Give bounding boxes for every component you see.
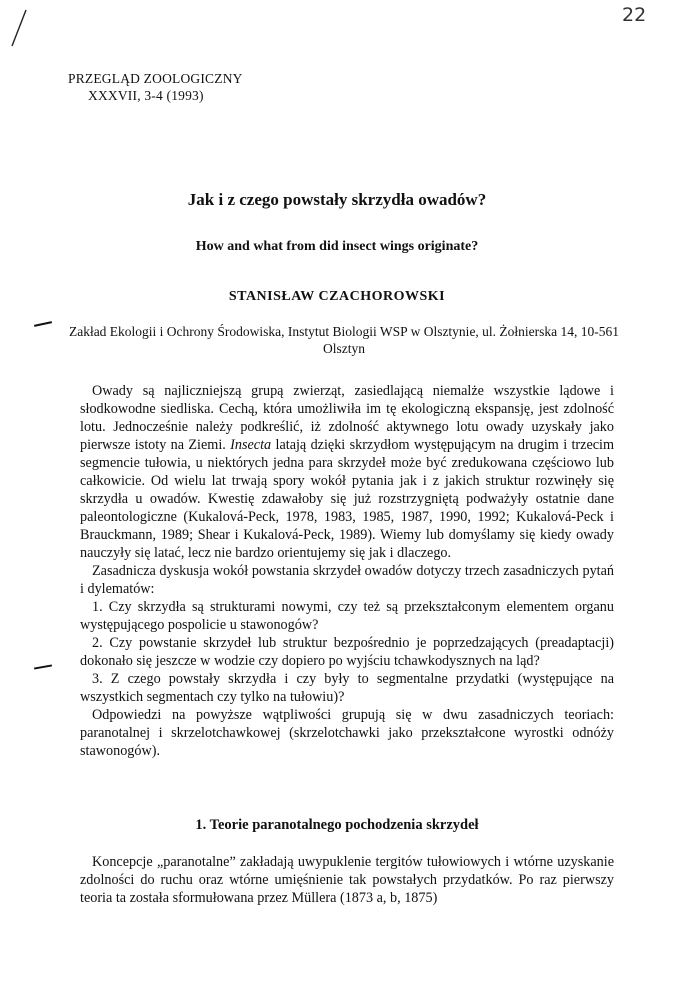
question-item: 3. Z czego powstały skrzydła i czy były to segmentalne przydatki (występujące na wszystkich segmentach czy tylko na tułowiu)?	[80, 671, 614, 705]
intro-text	[80, 382, 614, 760]
section-text	[80, 853, 614, 907]
section-heading: 1. Teorie paranotalnego pochodzenia skrzydeł	[195, 817, 479, 833]
question-item: 1. Czy skrzydła są strukturami nowymi, czy też są przekształconym elementem organu występującego pospolicie u stawonogów?	[80, 599, 614, 633]
handwritten-page-number: 22	[622, 4, 647, 26]
margin-dash-mark	[34, 664, 52, 669]
pen-slash-mark	[6, 8, 32, 48]
paragraph: Koncepcje „paranotalne” zakładają uwypuklenie tergitów tułowiowych i wtórne uzyskanie zdolności do ruchu oraz wtórne umięśnienie tak powstałych przydatków. Po raz pierwszy teoria ta została sformułowana przez Müllera (1873 a, b, 1875)	[80, 854, 614, 906]
journal-name: PRZEGLĄD ZOOLOGICZNY	[68, 71, 243, 86]
journal-volume: XXXVII, 3-4 (1993)	[88, 88, 204, 103]
author-name: STANISŁAW CZACHOROWSKI	[228, 289, 446, 304]
taxon-name: Insecta	[230, 437, 272, 453]
paragraph-text: Owady są najliczniejszą grupą zwierząt, zasiedlającą niemalże wszystkie lądowe i słodkowodne siedliska. Cechą, która umożliwiła im tę ekologiczną ekspansję, jest zdolność lotu. Jednocześnie należy podkreślić, iż zdolność aktywnego lotu owady uzyskały jako pierwsze istoty na Ziemi.	[80, 383, 614, 453]
paragraph	[80, 382, 614, 562]
paragraph: Zasadnicza dyskusja wokół powstania skrzydeł owadów dotyczy trzech zasadniczych pytań i dylematów:	[80, 563, 614, 597]
paragraph: Odpowiedzi na powyższe wątpliwości grupują się w dwu zasadniczych teoriach: paranotalnej i skrzelotchawkowej (skrzelotchawki jako przekształcone wyrostki odnóży stawonogów).	[80, 707, 614, 759]
journal-header	[68, 70, 243, 104]
author-affiliation: Zakład Ekologii i Ochrony Środowiska, Instytut Biologii WSP w Olsztynie, ul. Żołnierska 14, 10-561 Olsztyn	[68, 324, 620, 356]
question-item: 2. Czy powstanie skrzydeł lub struktur bezpośrednio je poprzedzających (preadaptacji) dokonało się jeszcze w wodzie czy dopiero po wyjściu tchawkodysznych na ląd?	[80, 635, 614, 669]
article-subtitle: How and what from did insect wings originate?	[195, 239, 479, 254]
margin-dash-mark	[34, 321, 52, 327]
article-title: Jak i z czego powstały skrzydła owadów?	[187, 190, 487, 209]
paragraph-text: latają dzięki skrzydłom występującym na drugim i trzecim segmencie tułowia, u niektórych jedna para skrzydeł może być zredukowana częściowo lub całkowicie. Od wielu lat trwają spory wokół pytania jak i z jakich struktur rozwinęły się skrzydła u owadów. Kwestię zdawałoby się już rozstrzygniętą podważyły ostatnie dane paleontologiczne (Kukalová-Peck, 1978, 1983, 1985, 1987, 1990, 1992; Kukalová-Peck i Brauckmann, 1989; Shear i Kukalová-Peck, 1989). Wiemy lub domyślamy się kiedy owady nauczyły się latać, lecz nie bardzo orientujemy się jak i dlaczego.	[80, 437, 615, 561]
